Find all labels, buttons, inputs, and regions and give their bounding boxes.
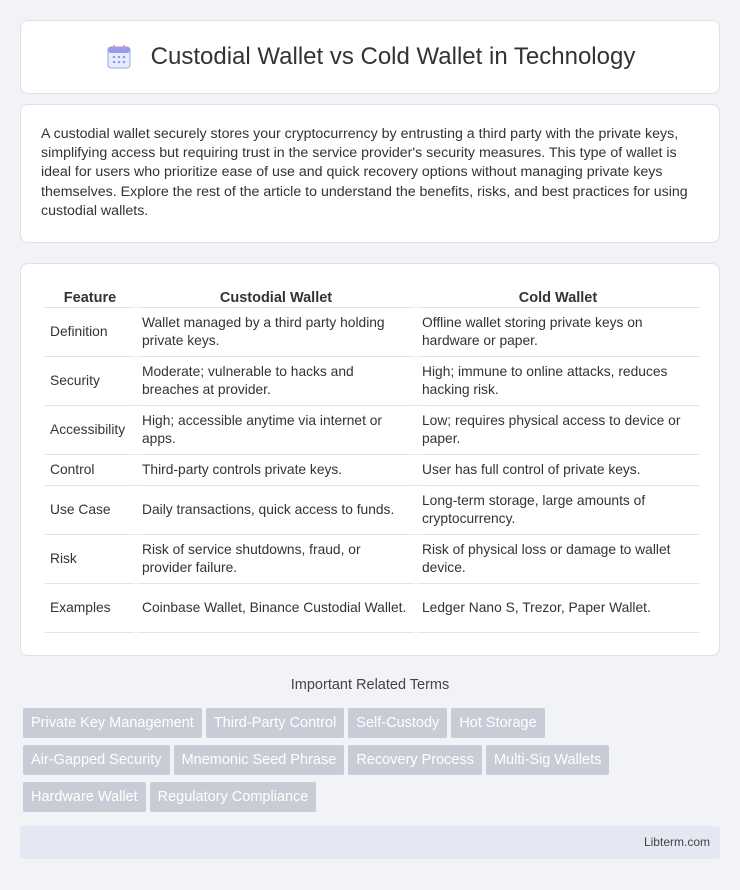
cold-cell: Risk of physical loss or damage to wallet device. (417, 535, 699, 584)
column-header: Cold Wallet (417, 284, 699, 308)
page-title: Custodial Wallet vs Cold Wallet in Technology (150, 43, 636, 70)
feature-cell: Use Case (45, 486, 135, 535)
tag-regulatory-compliance[interactable]: Regulatory Compliance (150, 782, 317, 812)
cold-cell: Long-term storage, large amounts of cryptocurrency. (417, 486, 699, 535)
tag-private-key-management[interactable]: Private Key Management (23, 708, 202, 738)
feature-cell: Control (45, 455, 135, 486)
column-header: Custodial Wallet (137, 284, 415, 308)
tag-multi-sig-wallets[interactable]: Multi-Sig Wallets (486, 745, 609, 775)
table-row (45, 308, 699, 357)
table-row (45, 357, 699, 406)
tag-hardware-wallet[interactable]: Hardware Wallet (23, 782, 146, 812)
tag-air-gapped-security[interactable]: Air-Gapped Security (23, 745, 170, 775)
tag-third-party-control[interactable]: Third-Party Control (206, 708, 344, 738)
related-terms-list (23, 708, 723, 819)
custodial-cell: High; accessible anytime via internet or apps. (137, 406, 415, 455)
column-header: Feature (45, 284, 135, 308)
custodial-cell: Third-party controls private keys. (137, 455, 415, 486)
feature-cell: Risk (45, 535, 135, 584)
custodial-cell: Moderate; vulnerable to hacks and breaches at provider. (137, 357, 415, 406)
header-card (20, 20, 720, 94)
feature-cell: Examples (45, 584, 135, 633)
comparison-card (20, 263, 720, 656)
feature-cell: Accessibility (45, 406, 135, 455)
custodial-cell: Coinbase Wallet, Binance Custodial Wallet. (137, 584, 415, 633)
table-row (45, 455, 699, 486)
cold-cell: Low; requires physical access to device or paper. (417, 406, 699, 455)
table-row (45, 486, 699, 535)
intro-paragraph: A custodial wallet securely stores your cryptocurrency by entrusting a third party with the private keys, simplifying access but requiring trust in the service provider's security measures. This type of wallet is ideal for users who prioritize ease of use and quick recovery options without managing private keys themselves. Explore the rest of the article to understand the benefits, risks, and best practices for using custodial wallets. (41, 126, 688, 219)
feature-cell: Security (45, 357, 135, 406)
tag-recovery-process[interactable]: Recovery Process (348, 745, 482, 775)
custodial-cell: Risk of service shutdowns, fraud, or provider failure. (137, 535, 415, 584)
footer (20, 826, 720, 859)
custodial-cell: Wallet managed by a third party holding private keys. (137, 308, 415, 357)
tag-self-custody[interactable]: Self-Custody (348, 708, 447, 738)
table-row (45, 584, 699, 633)
comparison-table (43, 284, 701, 633)
cold-cell: Ledger Nano S, Trezor, Paper Wallet. (417, 584, 699, 633)
tag-hot-storage[interactable]: Hot Storage (451, 708, 544, 738)
feature-cell: Definition (45, 308, 135, 357)
table-row (45, 535, 699, 584)
cold-cell: High; immune to online attacks, reduces hacking risk. (417, 357, 699, 406)
table-row (45, 406, 699, 455)
related-terms-title: Important Related Terms (290, 677, 450, 693)
cold-cell: User has full control of private keys. (417, 455, 699, 486)
table-header-row (45, 284, 699, 308)
calendar-icon (105, 43, 133, 71)
custodial-cell: Daily transactions, quick access to funds. (137, 486, 415, 535)
footer-site-link[interactable]: Libterm.com (643, 835, 710, 849)
intro-card (20, 104, 720, 243)
tag-mnemonic-seed-phrase[interactable]: Mnemonic Seed Phrase (174, 745, 345, 775)
cold-cell: Offline wallet storing private keys on hardware or paper. (417, 308, 699, 357)
